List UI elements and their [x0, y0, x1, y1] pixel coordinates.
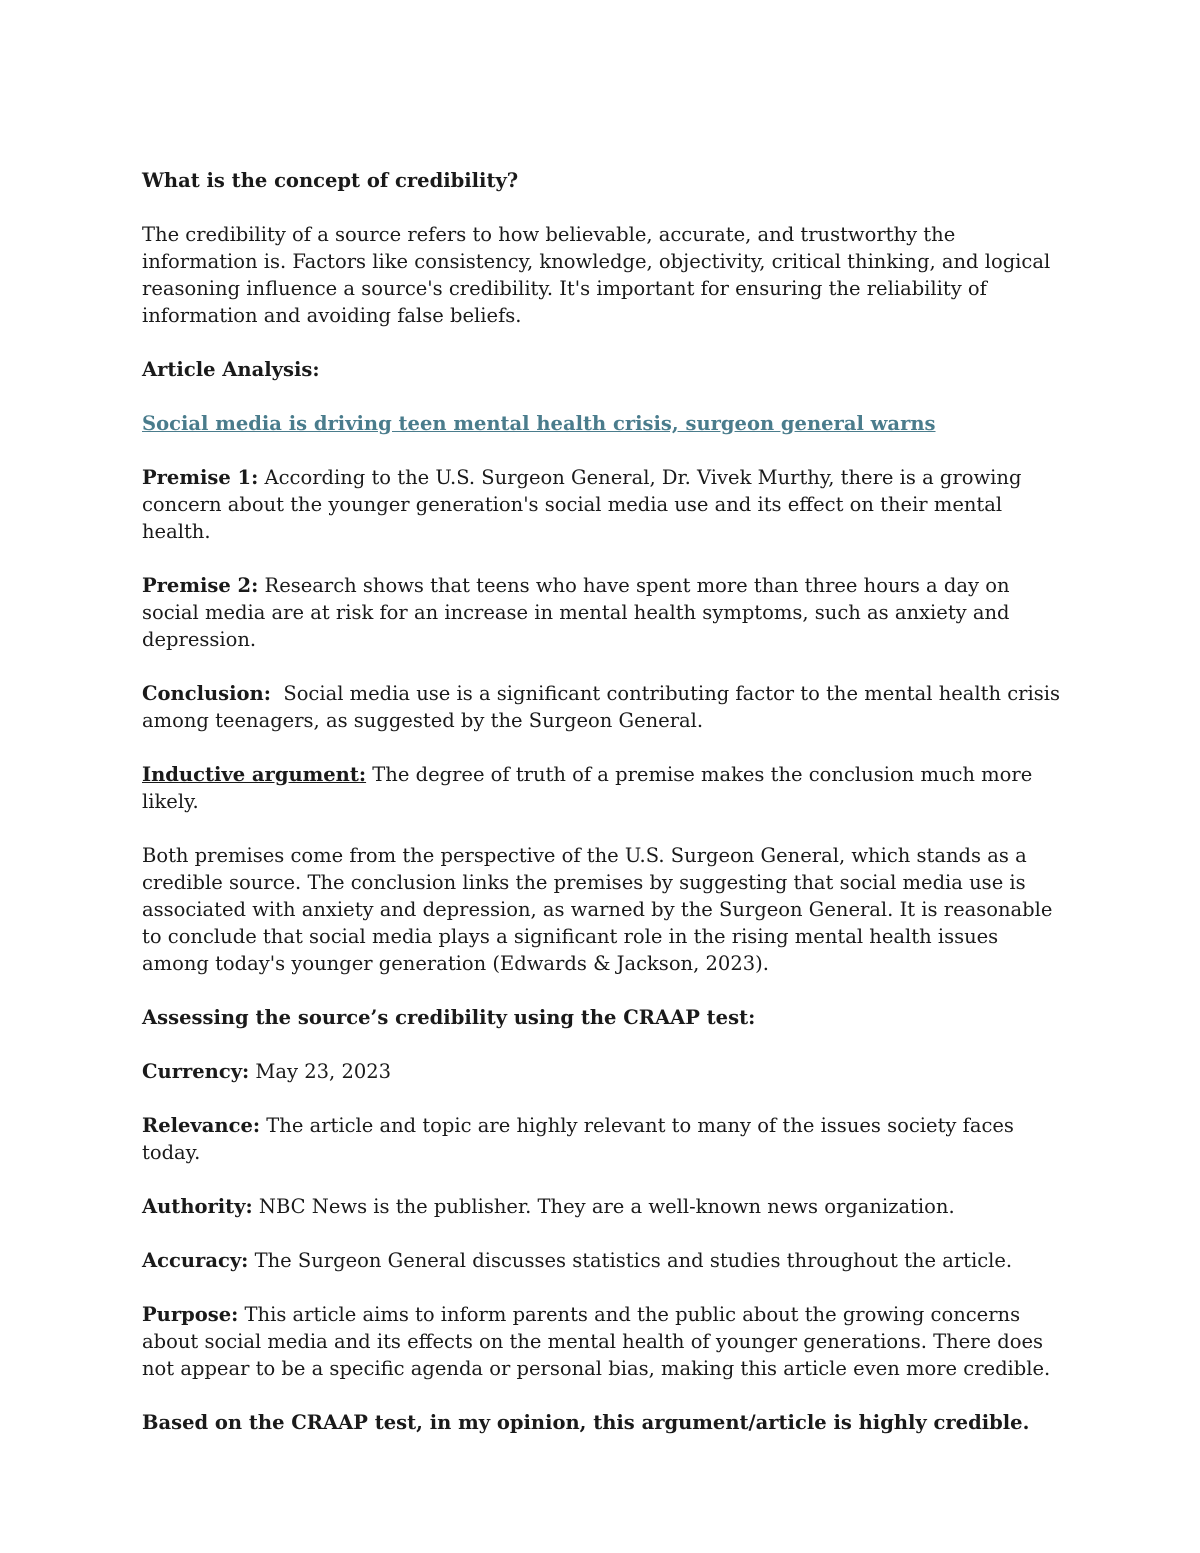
concept-body: The credibility of a source refers to how believable, accurate, and trustworthy the information is. Factors like consistency, knowledge, objectivity, critical thinking, and logical reasoning influence a source's credibility. It's important for ensuring the reliability of information and avoiding false beliefs. [142, 223, 1051, 327]
closing-statement: Based on the CRAAP test, in my opinion, this argument/article is highly credible. [142, 1411, 1030, 1434]
accuracy-label: Accuracy: [142, 1249, 249, 1272]
accuracy-paragraph [142, 1247, 1062, 1274]
concept-heading: What is the concept of credibility? [142, 169, 519, 192]
premise-1-label: Premise 1: [142, 466, 259, 489]
relevance-label: Relevance: [142, 1114, 261, 1137]
inductive-text: The degree of truth of a premise makes the conclusion much more likely. [142, 763, 1033, 813]
discussion-paragraph: Both premises come from the perspective of the U.S. Surgeon General, which stands as a credible source. The conclusion links the premises by suggesting that social media use is associated with anxiety and depression, as warned by the Surgeon General. It is reasonable to conclude that social media plays a significant role in the rising mental health issues among today's younger generation (Edwards & Jackson, 2023). [142, 844, 1053, 975]
authority-paragraph [142, 1193, 1062, 1220]
authority-text: NBC News is the publisher. They are a well-known news organization. [252, 1195, 955, 1218]
article-title-paragraph [142, 410, 1062, 437]
inductive-paragraph [142, 761, 1062, 815]
currency-text: May 23, 2023 [249, 1060, 392, 1083]
currency-label: Currency: [142, 1060, 250, 1083]
relevance-paragraph [142, 1112, 1062, 1166]
premise-2-paragraph [142, 572, 1062, 653]
purpose-text: This article aims to inform parents and the public about the growing concerns about social media and its effects on the mental health of younger generations. There does not appear to be a specific agenda or personal bias, making this article even more credible. [142, 1303, 1051, 1380]
premise-2-label: Premise 2: [142, 574, 259, 597]
document-page [142, 167, 1067, 1436]
conclusion-paragraph [142, 680, 1067, 734]
relevance-text: The article and topic are highly relevant to many of the issues society faces today. [142, 1114, 1014, 1164]
inductive-label: Inductive argument: [142, 763, 367, 786]
craap-heading: Assessing the source’s credibility using the CRAAP test: [142, 1006, 756, 1029]
analysis-heading: Article Analysis: [142, 358, 320, 381]
conclusion-label: Conclusion: [142, 682, 271, 705]
premise-2-text: Research shows that teens who have spent more than three hours a day on social media are at risk for an increase in mental health symptoms, such as anxiety and depression. [142, 574, 1010, 651]
premise-1-text: According to the U.S. Surgeon General, Dr. Vivek Murthy, there is a growing concern about the younger generation's social media use and its effect on their mental health. [142, 466, 1022, 543]
purpose-label: Purpose: [142, 1303, 239, 1326]
conclusion-text: Social media use is a significant contributing factor to the mental health crisis among teenagers, as suggested by the Surgeon General. [142, 682, 1067, 732]
accuracy-text: The Surgeon General discusses statistics and studies throughout the article. [248, 1249, 1013, 1272]
purpose-paragraph [142, 1301, 1062, 1382]
currency-paragraph [142, 1058, 1062, 1085]
authority-label: Authority: [142, 1195, 253, 1218]
premise-1-paragraph [142, 464, 1062, 545]
article-title-link[interactable]: Social media is driving teen mental health crisis, surgeon general warns [142, 412, 936, 435]
